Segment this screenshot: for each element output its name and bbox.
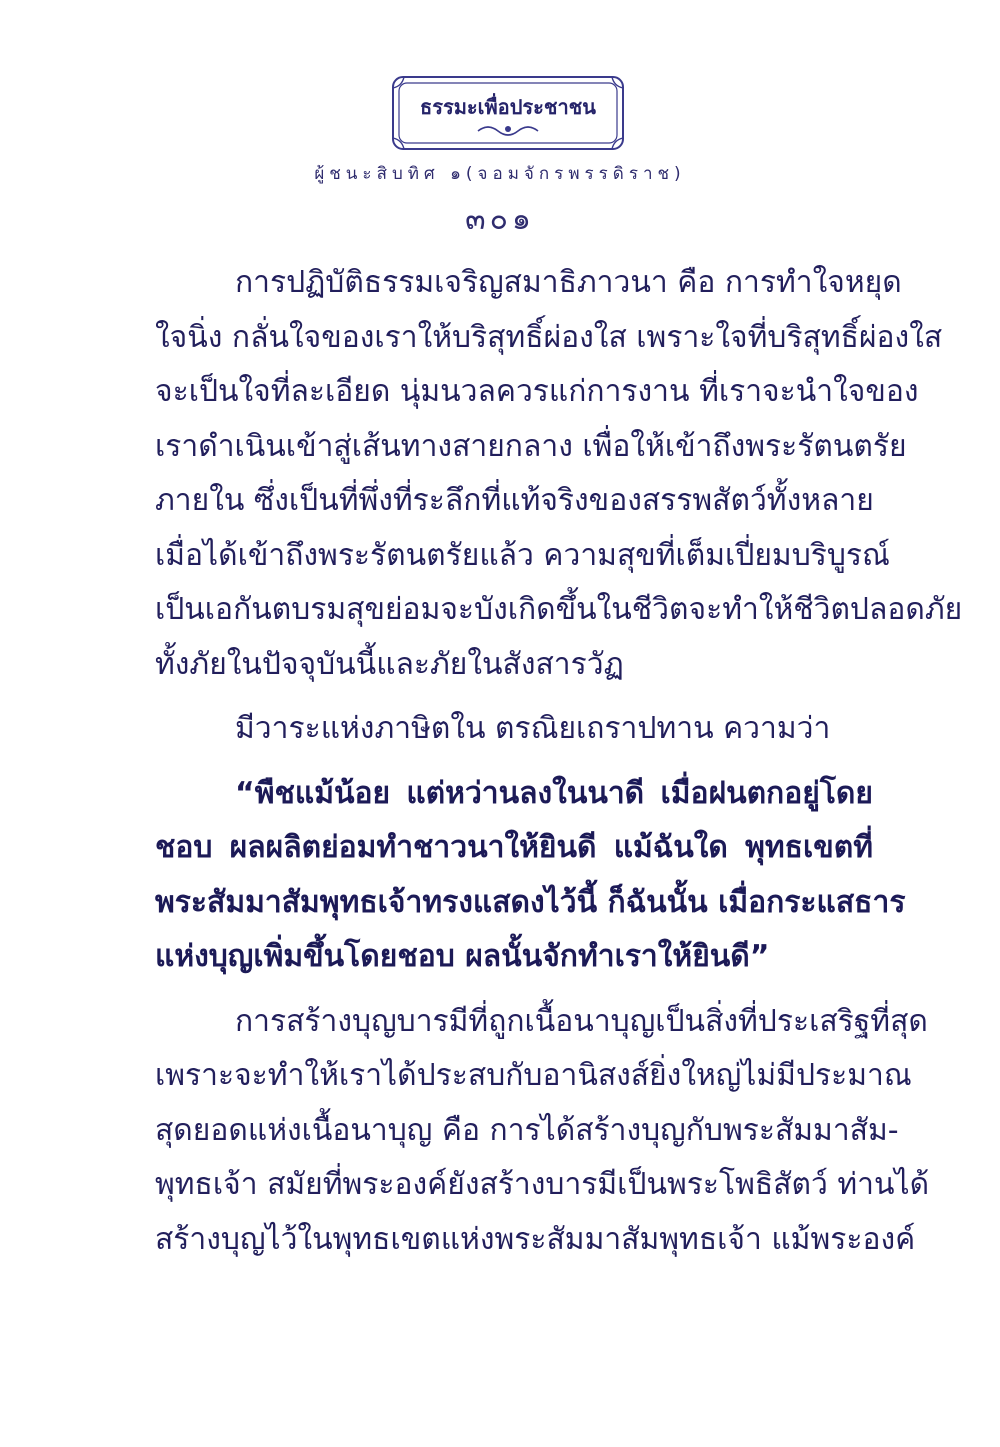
text-line: การปฏิบัติธรรมเจริญสมาธิภาวนา คือ การทำใจหยุด [235, 265, 902, 300]
text-line: ใจนิ่ง กลั่นใจของเราให้บริสุทธิ์ผ่องใส เพราะใจที่บริสุทธิ์ผ่องใส [155, 319, 943, 355]
text-line: ทั้งภัยในปัจจุบันนี้และภัยในสังสารวัฏ [155, 646, 624, 682]
paragraph-3 [155, 995, 930, 1268]
page-number: ๓๐๑ [465, 202, 535, 237]
quote-line: แห่งบุญเพิ่มขึ้นโดยชอบ ผลนั้นจักทำเราให้ยินดี” [155, 939, 770, 974]
text-line: การสร้างบุญบารมีที่ถูกเนื้อนาบุญเป็นสิ่งที่ประเสริฐที่สุด [235, 1003, 928, 1039]
text-line: จะเป็นใจที่ละเอียด นุ่มนวลควรแก่การงาน ที่เราจะนำใจของ [155, 374, 919, 409]
quote-line: ชอบ ผลผลิตย่อมทำชาวนาให้ยินดี แม้ฉันใด พุทธเขตที่ [155, 830, 873, 865]
quote-block [155, 767, 906, 985]
book-subtitle: ผู้ชนะสิบทิศ ๑(จอมจักรพรรดิราช) [314, 164, 686, 184]
text-line: สุดยอดแห่งเนื้อนาบุญ คือ การได้สร้างบุญกับพระสัมมาสัม- [155, 1112, 899, 1148]
book-logo [390, 74, 626, 152]
text-line: เป็นเอกันตบรมสุขย่อมจะบังเกิดขึ้นในชีวิตจะทำให้ชีวิตปลอดภัย [155, 592, 963, 627]
text-line: เพราะจะทำให้เราได้ประสบกับอานิสงส์ยิ่งใหญ่ไม่มีประมาณ [155, 1058, 912, 1093]
text-line: สร้างบุญไว้ในพุทธเขตแห่งพระสัมมาสัมพุทธเจ้า แม้พระองค์ [155, 1221, 916, 1257]
page-body [155, 256, 963, 1267]
text-line: พุทธเจ้า สมัยที่พระองค์ยังสร้างบารมีเป็นพระโพธิสัตว์ ท่านได้ [155, 1167, 930, 1202]
quote-line: “พืชแม้น้อย แต่หว่านลงในนาดี เมื่อฝนตกอยู่โดย [235, 775, 873, 811]
text-line: ภายใน ซึ่งเป็นที่พึ่งที่ระลึกที่แท้จริงของสรรพสัตว์ทั้งหลาย [155, 483, 874, 518]
paragraph-2 [155, 702, 873, 757]
quote-line: พระสัมมาสัมพุทธเจ้าทรงแสดงไว้นี้ ก็ฉันนั้น เมื่อกระแสธาร [155, 884, 906, 920]
text-line: มีวาระแห่งภาษิตใน ตรณิยเถราปทาน ความว่า [235, 711, 831, 746]
text-line: เมื่อได้เข้าถึงพระรัตนตรัยแล้ว ความสุขที่เต็มเปี่ยมบริบูรณ์ [155, 537, 890, 573]
logo-text: ธรรมะเพื่อประชาชน [420, 95, 596, 119]
paragraph-1 [155, 256, 963, 692]
text-line: เราดำเนินเข้าสู่เส้นทางสายกลาง เพื่อให้เข้าถึงพระรัตนตรัย [155, 428, 907, 464]
